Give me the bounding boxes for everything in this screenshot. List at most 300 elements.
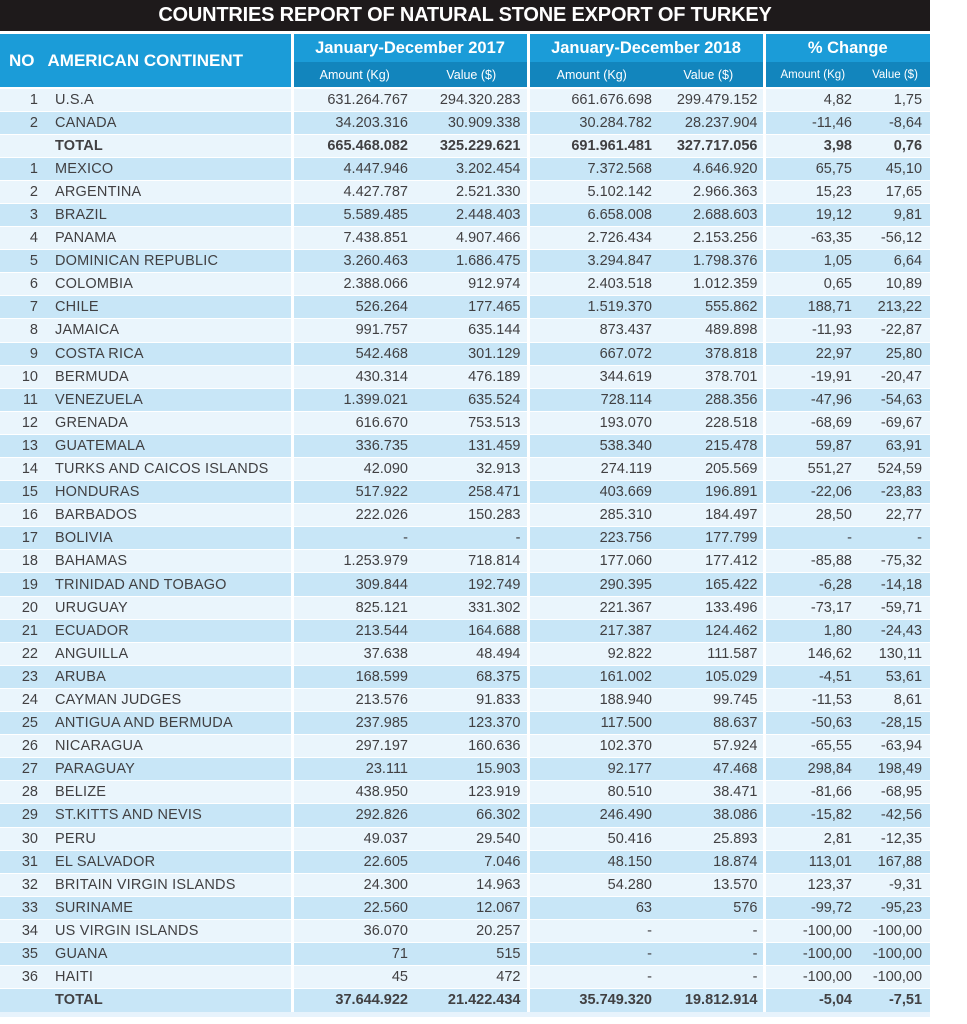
row-amount-2017: 22.605	[292, 850, 416, 873]
row-amount-change: -63,35	[764, 227, 860, 250]
row-country: CHILE	[55, 299, 99, 316]
table-row	[0, 804, 930, 827]
row-value-2017: 29.540	[476, 830, 521, 847]
row-value-2017: 30.909.338	[447, 114, 521, 131]
row-amount-2017: 430.314	[292, 365, 416, 388]
row-value-change: -22,87	[880, 322, 923, 339]
row-amount-2018: 35.749.320	[528, 989, 654, 1012]
row-value-change: -	[917, 530, 923, 547]
row-value-2017: 131.459	[468, 437, 521, 454]
row-country: CANADA	[55, 114, 117, 131]
row-value-change: 6,64	[893, 253, 923, 270]
row-amount-2018: 246.490	[528, 804, 654, 827]
row-value-change: 22,77	[885, 507, 923, 524]
row-value-2018: 378.818	[705, 345, 758, 362]
row-value-change: -69,67	[880, 414, 923, 431]
row-amount-2017: 237.985	[292, 712, 416, 735]
row-amount-2017: -	[292, 527, 416, 550]
row-amount-2017: 36.070	[292, 919, 416, 942]
table-row	[0, 504, 930, 527]
row-number: 1	[29, 160, 38, 177]
table-row	[0, 481, 930, 504]
row-value-change: -54,63	[880, 391, 923, 408]
table-row	[0, 781, 930, 804]
row-amount-2018: 102.370	[528, 735, 654, 758]
row-country: U.S.A	[55, 91, 94, 108]
table-row	[0, 296, 930, 319]
row-amount-change: -11,46	[764, 111, 860, 134]
row-value-change: -8,64	[888, 114, 923, 131]
row-amount-2018: 63	[528, 896, 654, 919]
row-number: 7	[29, 299, 38, 316]
row-number: 29	[21, 807, 38, 824]
row-value-change: 17,65	[885, 183, 923, 200]
row-value-change: 213,22	[877, 299, 923, 316]
row-amount-2018: 188.940	[528, 688, 654, 711]
row-amount-2018: 54.280	[528, 873, 654, 896]
row-country: BOLIVIA	[55, 530, 113, 547]
row-country: BELIZE	[55, 784, 107, 801]
row-number: 26	[21, 738, 38, 755]
table-row	[0, 619, 930, 642]
header-continent-cell	[0, 34, 292, 88]
row-amount-change: -6,28	[764, 573, 860, 596]
row-value-2018: 299.479.152	[676, 91, 758, 108]
row-value-2018: 165.422	[705, 576, 758, 593]
row-amount-2018: 403.669	[528, 481, 654, 504]
row-amount-2018: 3.294.847	[528, 250, 654, 273]
row-value-2018: 105.029	[705, 668, 758, 685]
row-country: CAYMAN JUDGES	[55, 691, 182, 708]
row-value-2018: 215.478	[705, 437, 758, 454]
row-amount-change: -11,53	[764, 688, 860, 711]
row-country: ANGUILLA	[55, 645, 129, 662]
table-row	[0, 227, 930, 250]
row-number: 16	[21, 507, 38, 524]
row-value-2017: 192.749	[468, 576, 521, 593]
row-amount-change: -50,63	[764, 712, 860, 735]
row-amount-2017: 991.757	[292, 319, 416, 342]
row-amount-2017: 222.026	[292, 504, 416, 527]
row-amount-change: 15,23	[764, 180, 860, 203]
table-row	[0, 111, 930, 134]
row-value-2017: 32.913	[476, 461, 521, 478]
row-amount-2017: 825.121	[292, 596, 416, 619]
row-country: BRITAIN VIRGIN ISLANDS	[55, 876, 236, 893]
row-value-2018: 184.497	[705, 507, 758, 524]
row-country: PARAGUAY	[55, 761, 136, 778]
row-number: 18	[21, 553, 38, 570]
row-value-2018: -	[752, 922, 758, 939]
table-row	[0, 758, 930, 781]
row-value-change: -63,94	[880, 738, 923, 755]
row-country: BAHAMAS	[55, 553, 128, 570]
row-value-change: -100,00	[872, 922, 923, 939]
row-amount-change: -	[764, 527, 860, 550]
row-number: 9	[29, 345, 38, 362]
table-row	[0, 735, 930, 758]
row-value-2018: 38.086	[713, 807, 758, 824]
subheader-value-2017: Value ($)	[416, 62, 528, 88]
row-value-2018: 489.898	[705, 322, 758, 339]
row-amount-change: 28,50	[764, 504, 860, 527]
row-number	[0, 989, 44, 1012]
row-value-2017: 753.513	[468, 414, 521, 431]
row-value-change: 8,61	[893, 691, 923, 708]
row-value-2018: 99.745	[713, 691, 758, 708]
row-number: 1	[29, 91, 38, 108]
row-amount-2017: 292.826	[292, 804, 416, 827]
row-amount-2018: 80.510	[528, 781, 654, 804]
table-row	[0, 342, 930, 365]
row-number: 12	[21, 414, 38, 431]
row-amount-2018: 92.177	[528, 758, 654, 781]
row-amount-2017: 45	[292, 966, 416, 989]
row-amount-2018: 92.822	[528, 642, 654, 665]
row-value-2018: 1.012.359	[692, 276, 758, 293]
row-number: 23	[21, 668, 38, 685]
report-title-bar	[0, 0, 930, 31]
row-number: 11	[22, 391, 38, 408]
row-amount-2017: 542.468	[292, 342, 416, 365]
row-country: COSTA RICA	[55, 345, 144, 362]
row-value-2017: 515	[496, 946, 521, 963]
row-amount-2018: 50.416	[528, 827, 654, 850]
table-row	[0, 203, 930, 226]
subheader-amount-2017: Amount (Kg)	[292, 62, 416, 88]
row-value-2018: 177.412	[705, 553, 758, 570]
row-value-2018: 205.569	[705, 461, 758, 478]
row-number: 13	[21, 437, 38, 454]
row-number: 19	[21, 576, 38, 593]
row-amount-2017: 309.844	[292, 573, 416, 596]
row-amount-2017: 5.589.485	[292, 203, 416, 226]
row-value-2017: 15.903	[476, 761, 521, 778]
row-amount-2017: 3.260.463	[292, 250, 416, 273]
table-row	[0, 365, 930, 388]
row-value-2018: 177.799	[705, 530, 758, 547]
row-number	[0, 134, 44, 157]
row-number: 3	[29, 207, 38, 224]
row-amount-2017: 665.468.082	[292, 134, 416, 157]
row-value-change: -20,47	[880, 368, 923, 385]
row-country: NICARAGUA	[55, 738, 144, 755]
row-amount-2018: 274.119	[528, 458, 654, 481]
row-value-2017: 472	[496, 969, 521, 986]
row-amount-change: 298,84	[764, 758, 860, 781]
row-number: 32	[21, 876, 38, 893]
row-country: ARGENTINA	[55, 183, 142, 200]
table-body	[0, 88, 930, 1012]
row-amount-2018: 223.756	[528, 527, 654, 550]
row-value-change: -95,23	[880, 899, 923, 916]
row-value-2017: 635.524	[468, 391, 521, 408]
row-amount-change: 22,97	[764, 342, 860, 365]
table-row	[0, 642, 930, 665]
header-continent-label: AMERICAN CONTINENT	[47, 50, 243, 70]
row-amount-2017: 71	[292, 942, 416, 965]
row-value-change: -9,31	[888, 876, 923, 893]
row-amount-2018: -	[528, 966, 654, 989]
row-value-2018: 57.924	[713, 738, 758, 755]
table-row	[0, 966, 930, 989]
row-amount-2018: 161.002	[528, 665, 654, 688]
row-value-2017: 150.283	[468, 507, 521, 524]
row-country: HAITI	[55, 969, 94, 986]
row-country: ANTIGUA AND BERMUDA	[55, 715, 233, 732]
row-country: VENEZUELA	[55, 391, 144, 408]
row-amount-2018: 48.150	[528, 850, 654, 873]
row-amount-change: -100,00	[764, 966, 860, 989]
row-value-change: 9,81	[893, 207, 923, 224]
row-amount-2018: 5.102.142	[528, 180, 654, 203]
row-value-2018: 196.891	[705, 484, 758, 501]
table-row	[0, 989, 930, 1012]
row-amount-2017: 4.427.787	[292, 180, 416, 203]
row-amount-2017: 438.950	[292, 781, 416, 804]
table-row	[0, 827, 930, 850]
row-amount-change: 123,37	[764, 873, 860, 896]
row-value-2018: 1.798.376	[692, 253, 758, 270]
row-number: 14	[21, 461, 38, 478]
row-value-2018: 18.874	[713, 853, 758, 870]
row-number: 34	[21, 922, 38, 939]
row-amount-2017: 42.090	[292, 458, 416, 481]
row-value-change: 198,49	[877, 761, 923, 778]
row-amount-change: 113,01	[764, 850, 860, 873]
row-amount-2017: 1.399.021	[292, 388, 416, 411]
row-amount-change: -100,00	[764, 942, 860, 965]
row-amount-2017: 22.560	[292, 896, 416, 919]
row-amount-change: -100,00	[764, 919, 860, 942]
row-value-2017: 160.636	[468, 738, 521, 755]
row-value-2017: 912.974	[468, 276, 521, 293]
row-amount-2017: 213.576	[292, 688, 416, 711]
row-amount-2017: 631.264.767	[292, 88, 416, 111]
table-row	[0, 573, 930, 596]
row-number: 6	[29, 276, 38, 293]
row-amount-2018: 221.367	[528, 596, 654, 619]
row-value-2017: 177.465	[468, 299, 521, 316]
table-row	[0, 919, 930, 942]
row-amount-2018: 691.961.481	[528, 134, 654, 157]
row-number: 30	[21, 830, 38, 847]
row-country: BERMUDA	[55, 368, 129, 385]
row-value-2018: -	[752, 946, 758, 963]
row-amount-2018: 538.340	[528, 434, 654, 457]
row-value-change: 63,91	[885, 437, 923, 454]
row-value-2017: 2.448.403	[455, 207, 521, 224]
row-amount-2017: 2.388.066	[292, 273, 416, 296]
row-amount-change: -68,69	[764, 411, 860, 434]
row-amount-2018: 177.060	[528, 550, 654, 573]
table-row	[0, 319, 930, 342]
row-value-2017: 718.814	[468, 553, 521, 570]
row-value-change: 10,89	[885, 276, 923, 293]
row-amount-2017: 168.599	[292, 665, 416, 688]
row-country: EL SALVADOR	[55, 853, 156, 870]
row-country: TRINIDAD AND TOBAGO	[55, 576, 227, 593]
row-value-2017: 164.688	[468, 622, 521, 639]
row-value-change: -42,56	[880, 807, 923, 824]
row-amount-change: -81,66	[764, 781, 860, 804]
row-amount-2017: 49.037	[292, 827, 416, 850]
row-amount-2017: 1.253.979	[292, 550, 416, 573]
row-value-2017: 12.067	[476, 899, 521, 916]
table-row	[0, 88, 930, 111]
row-amount-2018: 661.676.698	[528, 88, 654, 111]
row-value-change: -12,35	[880, 830, 923, 847]
row-value-2018: 555.862	[705, 299, 758, 316]
row-amount-2017: 336.735	[292, 434, 416, 457]
row-number: 5	[29, 253, 38, 270]
row-value-change: -68,95	[880, 784, 923, 801]
row-number: 21	[21, 622, 38, 639]
row-value-2018: 2.153.256	[692, 230, 758, 247]
row-country: DOMINICAN REPUBLIC	[55, 253, 219, 270]
row-country: TURKS AND CAICOS ISLANDS	[55, 461, 269, 478]
row-country: MEXICO	[55, 160, 114, 177]
row-amount-2018: 6.658.008	[528, 203, 654, 226]
row-value-2017: 14.963	[476, 876, 521, 893]
row-value-change: 524,59	[877, 461, 923, 478]
row-country: BARBADOS	[55, 507, 138, 524]
row-amount-2018: 667.072	[528, 342, 654, 365]
row-value-2018: 111.587	[707, 645, 758, 662]
row-amount-2017: 526.264	[292, 296, 416, 319]
row-country: ECUADOR	[55, 622, 129, 639]
row-value-2018: 378.701	[705, 368, 758, 385]
row-value-2018: 2.688.603	[692, 207, 758, 224]
table-row	[0, 527, 930, 550]
table-header	[0, 34, 930, 88]
row-amount-2017: 213.544	[292, 619, 416, 642]
row-value-change: 167,88	[877, 853, 923, 870]
row-amount-change: 3,98	[764, 134, 860, 157]
row-value-2018: 133.496	[705, 599, 758, 616]
row-country: US VIRGIN ISLANDS	[55, 922, 199, 939]
row-amount-2017: 4.447.946	[292, 157, 416, 180]
row-country: ST.KITTS AND NEVIS	[55, 807, 203, 824]
row-amount-change: -85,88	[764, 550, 860, 573]
row-value-2017: 635.144	[468, 322, 521, 339]
row-amount-2018: 2.403.518	[528, 273, 654, 296]
row-value-change: 130,11	[878, 645, 923, 662]
row-value-2017: 20.257	[476, 922, 521, 939]
table-row	[0, 388, 930, 411]
row-value-2018: 28.237.904	[684, 114, 758, 131]
row-amount-2017: 517.922	[292, 481, 416, 504]
row-value-change: -56,12	[880, 230, 923, 247]
row-number: 22	[21, 645, 38, 662]
row-amount-change: -22,06	[764, 481, 860, 504]
row-country: JAMAICA	[55, 322, 120, 339]
row-value-2018: 88.637	[713, 715, 758, 732]
row-value-2017: 123.370	[468, 715, 521, 732]
row-value-2017: 48.494	[476, 645, 521, 662]
row-value-change: 0,76	[893, 137, 923, 154]
table-row	[0, 134, 930, 157]
row-country: GRENADA	[55, 414, 129, 431]
row-number: 31	[21, 853, 38, 870]
row-value-2017: 294.320.283	[439, 91, 521, 108]
row-number: 10	[21, 368, 38, 385]
row-value-2017: 258.471	[468, 484, 521, 501]
row-value-change: -24,43	[880, 622, 923, 639]
row-amount-change: -19,91	[764, 365, 860, 388]
row-amount-change: 1,80	[764, 619, 860, 642]
row-number: 27	[21, 761, 38, 778]
table-row	[0, 550, 930, 573]
row-value-2018: 47.468	[713, 761, 758, 778]
row-value-2018: 228.518	[705, 414, 758, 431]
row-value-change: 1,75	[893, 91, 923, 108]
row-number: 4	[29, 230, 38, 247]
row-value-2017: 476.189	[468, 368, 521, 385]
subheader-amount-change: Amount (Kg)	[764, 62, 860, 88]
header-no-label: NO	[9, 50, 35, 70]
row-amount-2018: 117.500	[528, 712, 654, 735]
table-row	[0, 850, 930, 873]
row-number: 17	[21, 530, 38, 547]
row-value-2017: 91.833	[476, 691, 521, 708]
row-value-change: -100,00	[872, 946, 923, 963]
header-group-2018: January-December 2018	[528, 34, 764, 62]
row-value-2017: 123.919	[468, 784, 521, 801]
header-group-pct-change: % Change	[764, 34, 930, 62]
row-amount-2018: 217.387	[528, 619, 654, 642]
header-group-2017: January-December 2017	[292, 34, 528, 62]
row-value-2018: 13.570	[713, 876, 758, 893]
table-row	[0, 873, 930, 896]
row-amount-2018: 344.619	[528, 365, 654, 388]
row-country: ARUBA	[55, 668, 106, 685]
row-amount-2018: 873.437	[528, 319, 654, 342]
row-value-change: -100,00	[872, 969, 923, 986]
row-country: TOTAL	[55, 992, 103, 1009]
row-amount-2018: 30.284.782	[528, 111, 654, 134]
row-value-change: -28,15	[880, 715, 923, 732]
row-country: GUATEMALA	[55, 437, 146, 454]
row-number: 33	[21, 899, 38, 916]
row-amount-change: 0,65	[764, 273, 860, 296]
row-value-2018: 576	[733, 899, 758, 916]
table-row	[0, 250, 930, 273]
row-number: 35	[21, 946, 38, 963]
row-value-change: 53,61	[885, 668, 923, 685]
report-title: COUNTRIES REPORT OF NATURAL STONE EXPORT OF TURKEY	[158, 4, 772, 26]
row-amount-2018: 7.372.568	[528, 157, 654, 180]
table-row	[0, 712, 930, 735]
row-amount-change: 146,62	[764, 642, 860, 665]
row-value-2018: -	[752, 969, 758, 986]
row-number: 25	[21, 715, 38, 732]
row-value-change: 25,80	[885, 345, 923, 362]
row-value-2017: 325.229.621	[439, 137, 521, 154]
row-value-2018: 38.471	[713, 784, 758, 801]
row-value-change: -7,51	[888, 992, 923, 1009]
row-amount-change: 65,75	[764, 157, 860, 180]
table-row	[0, 665, 930, 688]
row-country: HONDURAS	[55, 484, 140, 501]
row-country: COLOMBIA	[55, 276, 134, 293]
row-number: 2	[29, 114, 38, 131]
row-amount-2017: 24.300	[292, 873, 416, 896]
row-amount-2017: 7.438.851	[292, 227, 416, 250]
row-value-2017: 3.202.454	[455, 160, 521, 177]
row-value-2018: 25.893	[713, 830, 758, 847]
table-row	[0, 458, 930, 481]
